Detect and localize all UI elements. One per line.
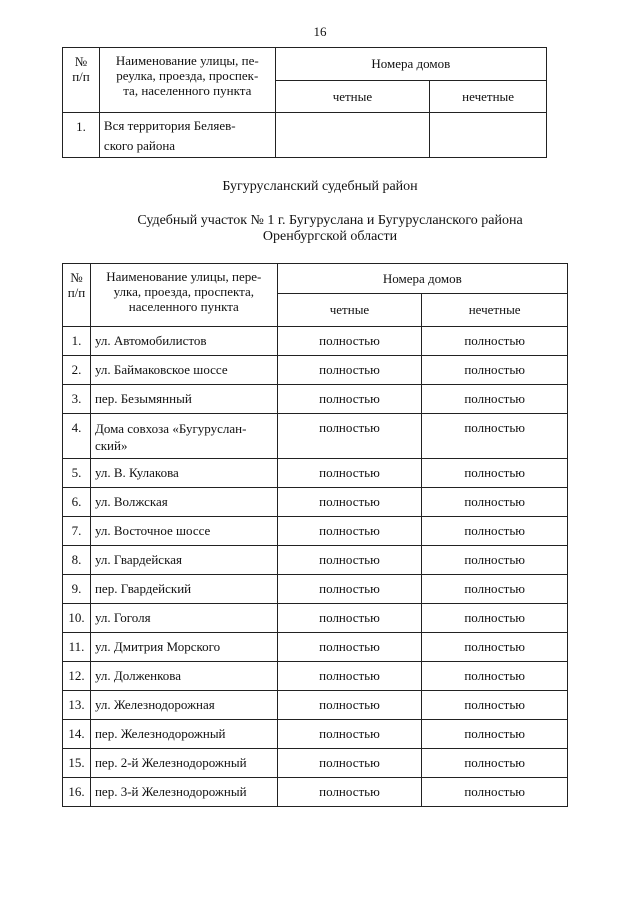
table-row: [63, 327, 568, 356]
row-even: полностью: [277, 488, 422, 517]
row-odd: полностью: [422, 459, 568, 488]
row-even: полностью: [277, 662, 422, 691]
row-odd: полностью: [422, 385, 568, 414]
header-num: [63, 48, 100, 113]
row-name-line: Дома совхоза «Бугуруслан-: [94, 421, 247, 436]
row-name: [99, 113, 275, 158]
subsection-title-line: Судебный участок № 1 г. Бугуруслана и Бугурусланского района: [137, 213, 523, 228]
row-odd: полностью: [422, 691, 568, 720]
table-row: [63, 604, 568, 633]
row-name-line: Вся территория Беляев-: [103, 118, 236, 133]
row-name-line: ул. Гоголя: [94, 610, 151, 625]
row-even: полностью: [277, 414, 422, 459]
row-even: полностью: [277, 327, 422, 356]
header-name-line: улка, проезда, проспекта,: [113, 284, 255, 299]
row-even: полностью: [277, 691, 422, 720]
row-num: 12.: [63, 662, 91, 691]
row-even: полностью: [277, 459, 422, 488]
row-odd: полностью: [422, 546, 568, 575]
row-name: [90, 414, 277, 459]
row-name-line: пер. Железнодорожный: [94, 726, 226, 741]
header-houses: Номера домов: [277, 264, 567, 294]
row-num: 13.: [63, 691, 91, 720]
header-name-line: та, населенного пункта: [123, 83, 252, 98]
row-num: 2.: [63, 356, 91, 385]
row-num: 9.: [63, 575, 91, 604]
row-num: 15.: [63, 749, 91, 778]
row-num: 8.: [63, 546, 91, 575]
row-odd: полностью: [422, 517, 568, 546]
row-name-line: ул. Волжская: [94, 494, 168, 509]
table-row: [63, 778, 568, 807]
row-name-line: ул. Восточное шоссе: [94, 523, 211, 538]
row-name: [90, 691, 277, 720]
row-name: [90, 385, 277, 414]
row-name-line: ский»: [94, 438, 128, 453]
row-even: полностью: [277, 385, 422, 414]
header-name-line: Наименование улицы, пере-: [106, 269, 262, 284]
row-name-line: ул. В. Кулакова: [94, 465, 179, 480]
row-num: 14.: [63, 720, 91, 749]
row-odd: полностью: [422, 720, 568, 749]
row-odd: полностью: [422, 414, 568, 459]
table-row: [63, 575, 568, 604]
row-num: 1.: [63, 113, 100, 158]
row-name-line: пер. 2-й Железнодорожный: [94, 755, 247, 770]
row-num: 1.: [63, 327, 91, 356]
row-even: [275, 113, 430, 158]
row-even: полностью: [277, 749, 422, 778]
row-name-line: ул. Гвардейская: [94, 552, 182, 567]
table-row: [63, 633, 568, 662]
table-row: [63, 385, 568, 414]
row-odd: полностью: [422, 633, 568, 662]
row-name-line: ского района: [103, 138, 176, 153]
header-num-line: №: [74, 54, 88, 69]
main-table-body: [63, 327, 568, 807]
row-name-line: пер. Гвардейский: [94, 581, 192, 596]
row-odd: полностью: [422, 662, 568, 691]
row-even: полностью: [277, 778, 422, 807]
table-row: [63, 459, 568, 488]
page-number: 16: [313, 24, 327, 39]
table-row: [63, 691, 568, 720]
row-even: полностью: [277, 546, 422, 575]
row-name: [90, 749, 277, 778]
row-even: полностью: [277, 517, 422, 546]
table-row: [63, 488, 568, 517]
row-name-line: ул. Долженкова: [94, 668, 181, 683]
header-odd: нечетные: [422, 294, 568, 327]
row-name-line: ул. Железнодорожная: [94, 697, 215, 712]
header-even: четные: [275, 81, 430, 113]
header-num-line: п/п: [72, 69, 90, 84]
subsection-title: [0, 213, 640, 245]
subsection-title-line: Оренбургской области: [262, 229, 398, 244]
row-odd: [430, 113, 547, 158]
table-row: [63, 662, 568, 691]
row-name: [90, 356, 277, 385]
row-name: [90, 327, 277, 356]
row-name: [90, 720, 277, 749]
row-odd: полностью: [422, 604, 568, 633]
table-row: [63, 414, 568, 459]
header-name-line: Наименование улицы, пе-: [115, 53, 259, 68]
row-name-line: ул. Автомобилистов: [94, 333, 207, 348]
row-num: 5.: [63, 459, 91, 488]
row-name: [90, 546, 277, 575]
row-name: [90, 488, 277, 517]
row-name-line: ул. Баймаковское шоссе: [94, 362, 228, 377]
row-odd: полностью: [422, 749, 568, 778]
row-num: 4.: [63, 414, 91, 459]
row-odd: полностью: [422, 356, 568, 385]
header-name-line: населенного пункта: [128, 299, 239, 314]
row-even: полностью: [277, 604, 422, 633]
row-num: 11.: [63, 633, 91, 662]
top-table: [62, 47, 547, 158]
row-name: [90, 778, 277, 807]
row-name-line: пер. 3-й Железнодорожный: [94, 784, 247, 799]
row-name-line: ул. Дмитрия Морского: [94, 639, 221, 654]
row-name-line: пер. Безымянный: [94, 391, 192, 406]
row-even: полностью: [277, 575, 422, 604]
table-row: [63, 517, 568, 546]
row-num: 6.: [63, 488, 91, 517]
row-num: 3.: [63, 385, 91, 414]
row-name: [90, 575, 277, 604]
row-even: полностью: [277, 720, 422, 749]
table-row: [63, 356, 568, 385]
section-title: Бугурусланский судебный район: [222, 179, 418, 194]
row-name: [90, 517, 277, 546]
row-name: [90, 604, 277, 633]
header-odd: нечетные: [430, 81, 547, 113]
header-num-line: №: [70, 270, 83, 285]
table-row: [63, 749, 568, 778]
table-row: [63, 113, 547, 158]
header-num-line: п/п: [67, 285, 86, 300]
main-table: [62, 263, 568, 807]
header-num: [63, 264, 91, 327]
row-odd: полностью: [422, 575, 568, 604]
table-row: [63, 720, 568, 749]
header-name: [90, 264, 277, 327]
row-odd: полностью: [422, 488, 568, 517]
row-num: 16.: [63, 778, 91, 807]
header-even: четные: [277, 294, 422, 327]
row-even: полностью: [277, 633, 422, 662]
row-odd: полностью: [422, 327, 568, 356]
row-name: [90, 459, 277, 488]
row-num: 7.: [63, 517, 91, 546]
row-name: [90, 633, 277, 662]
header-name: [99, 48, 275, 113]
table-row: [63, 546, 568, 575]
header-houses: Номера домов: [275, 48, 546, 81]
row-even: полностью: [277, 356, 422, 385]
row-num: 10.: [63, 604, 91, 633]
row-name: [90, 662, 277, 691]
row-odd: полностью: [422, 778, 568, 807]
header-name-line: реулка, проезда, проспек-: [116, 68, 259, 83]
